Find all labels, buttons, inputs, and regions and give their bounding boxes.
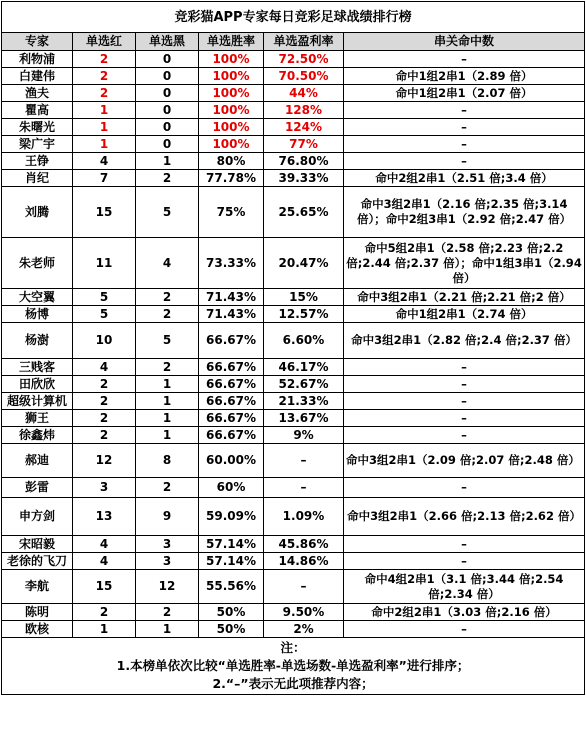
cell-win-rate: 60% <box>199 478 264 498</box>
cell-combo-hits: – <box>344 136 585 153</box>
cell-expert-name: 超级计算机 <box>2 393 73 410</box>
table-row <box>2 553 585 570</box>
cell-single-lose: 9 <box>136 498 199 536</box>
cell-combo-hits: 命中1组2串1（2.74 倍） <box>344 306 585 323</box>
cell-expert-name: 田欣欣 <box>2 376 73 393</box>
cell-win-rate: 66.67% <box>199 376 264 393</box>
cell-win-rate: 55.56% <box>199 570 264 604</box>
cell-single-lose: 1 <box>136 376 199 393</box>
cell-profit-rate: 39.33% <box>264 170 344 187</box>
cell-single-lose: 1 <box>136 410 199 427</box>
cell-profit-rate: 21.33% <box>264 393 344 410</box>
cell-expert-name: 申方剑 <box>2 498 73 536</box>
footnote <box>2 638 585 695</box>
cell-expert-name: 瞿高 <box>2 102 73 119</box>
cell-single-win: 4 <box>73 553 136 570</box>
cell-single-win: 12 <box>73 444 136 478</box>
table-row <box>2 376 585 393</box>
cell-expert-name: 徐鑫炜 <box>2 427 73 444</box>
cell-win-rate: 73.33% <box>199 238 264 289</box>
cell-profit-rate: – <box>264 478 344 498</box>
cell-win-rate: 80% <box>199 153 264 170</box>
cell-win-rate: 100% <box>199 68 264 85</box>
cell-combo-hits: 命中2组2串1（2.51 倍;3.4 倍） <box>344 170 585 187</box>
cell-combo-hits: 命中5组2串1（2.58 倍;2.23 倍;2.2 倍;2.44 倍;2.37 倍）；命中1组3串1（2.94 倍） <box>344 238 585 289</box>
table-row <box>2 289 585 306</box>
ranking-sheet <box>1 1 584 695</box>
header-win-rate: 单选胜率 <box>199 33 264 51</box>
cell-single-lose: 0 <box>136 68 199 85</box>
cell-expert-name: 杨澍 <box>2 323 73 359</box>
cell-single-lose: 2 <box>136 478 199 498</box>
cell-single-lose: 1 <box>136 153 199 170</box>
cell-single-lose: 2 <box>136 604 199 621</box>
cell-win-rate: 77.78% <box>199 170 264 187</box>
cell-expert-name: 朱老师 <box>2 238 73 289</box>
cell-single-lose: 0 <box>136 136 199 153</box>
table-row <box>2 427 585 444</box>
cell-win-rate: 66.67% <box>199 410 264 427</box>
table-row <box>2 536 585 553</box>
table-title: 竞彩猫APP专家每日竞彩足球战绩排行榜 <box>2 2 585 33</box>
cell-combo-hits: – <box>344 51 585 68</box>
cell-expert-name: 大空翼 <box>2 289 73 306</box>
cell-single-lose: 0 <box>136 85 199 102</box>
cell-expert-name: 宋昭毅 <box>2 536 73 553</box>
cell-single-win: 2 <box>73 51 136 68</box>
cell-profit-rate: 25.65% <box>264 187 344 238</box>
cell-single-win: 15 <box>73 187 136 238</box>
cell-combo-hits: 命中1组2串1（2.07 倍） <box>344 85 585 102</box>
cell-expert-name: 郝迪 <box>2 444 73 478</box>
cell-combo-hits: – <box>344 553 585 570</box>
cell-expert-name: 欧核 <box>2 621 73 638</box>
cell-profit-rate: 12.57% <box>264 306 344 323</box>
cell-combo-hits: 命中2组2串1（3.03 倍;2.16 倍） <box>344 604 585 621</box>
cell-profit-rate: – <box>264 570 344 604</box>
cell-single-win: 11 <box>73 238 136 289</box>
cell-combo-hits: 命中4组2串1（3.1 倍;3.44 倍;2.54 倍;2.34 倍） <box>344 570 585 604</box>
cell-profit-rate: 44% <box>264 85 344 102</box>
cell-expert-name: 王铮 <box>2 153 73 170</box>
cell-combo-hits: – <box>344 427 585 444</box>
cell-win-rate: 50% <box>199 621 264 638</box>
cell-profit-rate: 20.47% <box>264 238 344 289</box>
table-row <box>2 323 585 359</box>
table-row <box>2 306 585 323</box>
cell-profit-rate: 14.86% <box>264 553 344 570</box>
cell-single-win: 2 <box>73 68 136 85</box>
cell-win-rate: 59.09% <box>199 498 264 536</box>
header-profit-rate: 单选盈利率 <box>264 33 344 51</box>
cell-single-lose: 5 <box>136 323 199 359</box>
cell-profit-rate: 128% <box>264 102 344 119</box>
cell-profit-rate: 76.80% <box>264 153 344 170</box>
cell-single-win: 1 <box>73 119 136 136</box>
cell-single-win: 13 <box>73 498 136 536</box>
cell-single-win: 5 <box>73 306 136 323</box>
cell-win-rate: 100% <box>199 85 264 102</box>
ranking-table <box>1 1 585 695</box>
cell-expert-name: 肖纪 <box>2 170 73 187</box>
cell-expert-name: 梁广宇 <box>2 136 73 153</box>
cell-combo-hits: – <box>344 621 585 638</box>
table-row <box>2 136 585 153</box>
cell-profit-rate: 9% <box>264 427 344 444</box>
cell-expert-name: 朱曙光 <box>2 119 73 136</box>
table-row <box>2 187 585 238</box>
cell-expert-name: 狮王 <box>2 410 73 427</box>
cell-profit-rate: 77% <box>264 136 344 153</box>
table-row <box>2 478 585 498</box>
cell-win-rate: 57.14% <box>199 553 264 570</box>
table-row <box>2 51 585 68</box>
table-row <box>2 102 585 119</box>
footnote-line-1: 1.本榜单依次比较“单选胜率-单选场数-单选盈利率”进行排序； <box>116 658 470 673</box>
cell-single-win: 4 <box>73 359 136 376</box>
cell-expert-name: 渔夫 <box>2 85 73 102</box>
cell-combo-hits: 命中1组2串1（2.89 倍） <box>344 68 585 85</box>
header-row <box>2 33 585 51</box>
table-row <box>2 119 585 136</box>
cell-expert-name: 杨博 <box>2 306 73 323</box>
cell-profit-rate: 2% <box>264 621 344 638</box>
cell-single-win: 1 <box>73 621 136 638</box>
cell-single-win: 7 <box>73 170 136 187</box>
cell-single-win: 5 <box>73 289 136 306</box>
cell-combo-hits: – <box>344 536 585 553</box>
cell-combo-hits: – <box>344 410 585 427</box>
cell-win-rate: 100% <box>199 136 264 153</box>
cell-single-win: 4 <box>73 536 136 553</box>
cell-win-rate: 66.67% <box>199 323 264 359</box>
header-combo-hits: 串关命中数 <box>344 33 585 51</box>
cell-single-lose: 4 <box>136 238 199 289</box>
footnote-line-2: 2.“–”表示无此项推荐内容； <box>212 676 374 691</box>
cell-win-rate: 71.43% <box>199 289 264 306</box>
cell-single-win: 3 <box>73 478 136 498</box>
cell-win-rate: 66.67% <box>199 393 264 410</box>
cell-single-win: 2 <box>73 427 136 444</box>
header-single-win: 单选红 <box>73 33 136 51</box>
cell-combo-hits: 命中3组2串1（2.66 倍;2.13 倍;2.62 倍） <box>344 498 585 536</box>
cell-win-rate: 71.43% <box>199 306 264 323</box>
cell-single-win: 2 <box>73 604 136 621</box>
cell-single-lose: 2 <box>136 170 199 187</box>
cell-expert-name: 白建伟 <box>2 68 73 85</box>
cell-combo-hits: – <box>344 393 585 410</box>
cell-expert-name: 刘腾 <box>2 187 73 238</box>
cell-single-lose: 2 <box>136 359 199 376</box>
cell-combo-hits: 命中3组2串1（2.16 倍;2.35 倍;3.14 倍）；命中2组3串1（2.92 倍;2.47 倍） <box>344 187 585 238</box>
cell-expert-name: 李航 <box>2 570 73 604</box>
cell-win-rate: 57.14% <box>199 536 264 553</box>
header-expert: 专家 <box>2 33 73 51</box>
cell-combo-hits: – <box>344 359 585 376</box>
cell-single-win: 2 <box>73 376 136 393</box>
cell-combo-hits: – <box>344 376 585 393</box>
cell-single-win: 2 <box>73 85 136 102</box>
cell-profit-rate: 72.50% <box>264 51 344 68</box>
cell-single-lose: 5 <box>136 187 199 238</box>
table-row <box>2 410 585 427</box>
cell-single-win: 2 <box>73 410 136 427</box>
cell-single-lose: 1 <box>136 621 199 638</box>
cell-single-lose: 0 <box>136 51 199 68</box>
cell-expert-name: 陈明 <box>2 604 73 621</box>
table-row <box>2 170 585 187</box>
table-row <box>2 393 585 410</box>
header-single-lose: 单选黑 <box>136 33 199 51</box>
cell-combo-hits: – <box>344 478 585 498</box>
cell-win-rate: 100% <box>199 102 264 119</box>
cell-profit-rate: 45.86% <box>264 536 344 553</box>
cell-single-lose: 1 <box>136 393 199 410</box>
cell-profit-rate: – <box>264 444 344 478</box>
cell-profit-rate: 70.50% <box>264 68 344 85</box>
cell-win-rate: 100% <box>199 119 264 136</box>
cell-profit-rate: 124% <box>264 119 344 136</box>
cell-single-win: 1 <box>73 102 136 119</box>
table-row <box>2 153 585 170</box>
cell-profit-rate: 1.09% <box>264 498 344 536</box>
cell-expert-name: 彭雷 <box>2 478 73 498</box>
table-row <box>2 359 585 376</box>
cell-single-lose: 2 <box>136 306 199 323</box>
cell-profit-rate: 15% <box>264 289 344 306</box>
cell-single-win: 4 <box>73 153 136 170</box>
footnote-label: 注： <box>280 640 306 655</box>
table-row <box>2 68 585 85</box>
cell-single-win: 1 <box>73 136 136 153</box>
cell-single-lose: 2 <box>136 289 199 306</box>
cell-single-win: 15 <box>73 570 136 604</box>
cell-single-lose: 3 <box>136 536 199 553</box>
cell-win-rate: 75% <box>199 187 264 238</box>
cell-single-lose: 3 <box>136 553 199 570</box>
cell-combo-hits: – <box>344 153 585 170</box>
table-row <box>2 444 585 478</box>
cell-win-rate: 100% <box>199 51 264 68</box>
cell-win-rate: 66.67% <box>199 427 264 444</box>
cell-profit-rate: 46.17% <box>264 359 344 376</box>
cell-expert-name: 老徐的飞刀 <box>2 553 73 570</box>
table-row <box>2 604 585 621</box>
cell-profit-rate: 6.60% <box>264 323 344 359</box>
cell-single-lose: 12 <box>136 570 199 604</box>
cell-profit-rate: 13.67% <box>264 410 344 427</box>
cell-win-rate: 66.67% <box>199 359 264 376</box>
cell-single-lose: 8 <box>136 444 199 478</box>
table-row <box>2 238 585 289</box>
cell-combo-hits: 命中3组2串1（2.21 倍;2.21 倍;2 倍） <box>344 289 585 306</box>
cell-single-lose: 0 <box>136 102 199 119</box>
cell-combo-hits: 命中3组2串1（2.09 倍;2.07 倍;2.48 倍） <box>344 444 585 478</box>
cell-single-win: 10 <box>73 323 136 359</box>
cell-single-win: 2 <box>73 393 136 410</box>
table-row <box>2 498 585 536</box>
cell-combo-hits: – <box>344 102 585 119</box>
cell-combo-hits: – <box>344 119 585 136</box>
cell-single-lose: 0 <box>136 119 199 136</box>
table-row <box>2 621 585 638</box>
cell-win-rate: 50% <box>199 604 264 621</box>
cell-combo-hits: 命中3组2串1（2.82 倍;2.4 倍;2.37 倍） <box>344 323 585 359</box>
table-row <box>2 570 585 604</box>
cell-expert-name: 三贱客 <box>2 359 73 376</box>
cell-single-lose: 1 <box>136 427 199 444</box>
table-row <box>2 85 585 102</box>
cell-profit-rate: 52.67% <box>264 376 344 393</box>
cell-expert-name: 利物浦 <box>2 51 73 68</box>
cell-profit-rate: 9.50% <box>264 604 344 621</box>
cell-win-rate: 60.00% <box>199 444 264 478</box>
